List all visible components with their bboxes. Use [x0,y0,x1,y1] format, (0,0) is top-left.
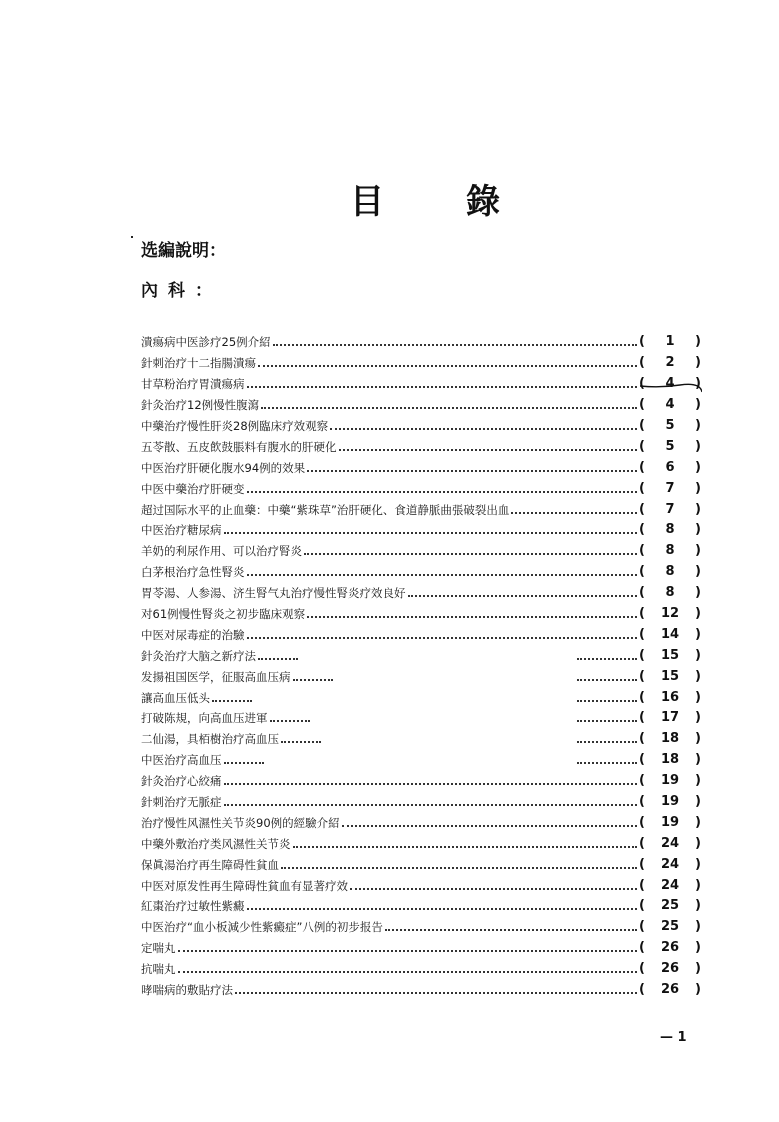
paren-close: ) [695,940,701,956]
page-ref-number: 26 [660,961,680,977]
paren-open: ( [639,668,645,684]
toc-entry-title: 胃苓湯、人参湯、济生腎气丸治疗慢性腎炎疗效良好 [141,586,406,601]
toc-entry-title: 針刺治疗无脈症 [141,795,222,810]
toc-entry[interactable] [141,729,701,750]
dot-leader [577,687,637,701]
dot-leader [281,854,637,868]
dot-leader [307,604,637,618]
toc-entry-page [639,732,701,746]
paren-close: ) [695,668,701,684]
toc-entry[interactable] [141,708,701,729]
dot-leader [247,562,638,576]
toc-entry-title: 发揚祖国医学，征服高血压病 [141,669,291,684]
paren-open: ( [639,334,645,350]
paren-close: ) [695,794,701,810]
toc-entry-title: 針灸治疗心絞痛 [141,774,222,789]
page-ref-number: 15 [660,647,680,663]
dot-leader [178,938,638,952]
paren-close: ) [695,961,701,977]
toc-entry-page [639,795,701,809]
page-ref-number: 14 [660,626,680,642]
toc-entry[interactable] [141,875,701,896]
toc-entry-page [639,607,701,621]
toc-entry-page [639,858,701,872]
page-ref-number: 25 [660,898,680,914]
toc-entry[interactable] [141,395,701,416]
paren-open: ( [639,585,645,601]
paren-open: ( [639,397,645,413]
paren-close: ) [695,898,701,914]
paren-open: ( [639,647,645,663]
dot-leader [304,541,637,555]
page-ref-number: 17 [660,710,680,726]
paren-open: ( [639,961,645,977]
dot-leader [247,478,638,492]
page-ref-number: 8 [665,543,675,559]
toc-entry-title: 甘草粉治疗胃潰瘍病 [141,377,245,392]
paren-open: ( [639,501,645,517]
page-ref-number: 8 [665,522,675,538]
paren-open: ( [639,835,645,851]
toc-entry[interactable] [141,687,701,708]
toc-entry[interactable] [141,666,701,687]
page-ref-number: 19 [660,814,680,830]
toc-entry[interactable] [141,792,701,813]
toc-entry-title: 中医对尿毒症的治驗 [141,627,245,642]
page-ref-number: 5 [665,418,675,433]
paren-close: ) [695,606,701,622]
page-ref-number: 6 [665,459,675,475]
dot-leader [330,416,637,430]
dot-leader [261,395,637,409]
toc-entry-title: 中医中藥治疗肝硬变 [141,481,245,496]
toc-entry[interactable] [141,520,701,541]
page-ref-number: 25 [660,919,680,935]
toc-entry[interactable] [141,374,701,395]
toc-entry-title: 中医治疗“血小板減少性紫癜症”八例的初步报告 [141,920,383,935]
page-ref-number: 4 [665,397,675,413]
paren-open: ( [639,982,645,998]
toc-entry-title: 超过国际水平的止血藥：中藥“紫珠草”治肝硬化、食道静脈曲張破裂出血 [141,502,510,517]
page-ref-number: 15 [660,668,680,684]
page-ref-number: 16 [660,689,680,705]
page-ref-number: 18 [660,752,680,768]
paren-close: ) [695,731,701,747]
toc-entry[interactable] [141,562,701,583]
dot-leader [273,332,637,346]
toc-entry-page [639,691,701,705]
toc-entry[interactable] [141,980,701,1001]
dot-leader [247,896,638,910]
toc-entry-page [639,503,701,517]
paren-open: ( [639,814,645,830]
paren-close: ) [695,877,701,893]
toc-entry-page [639,628,701,642]
page-ref-number: 26 [660,940,680,956]
paren-open: ( [639,626,645,642]
toc-entry[interactable] [141,436,701,457]
toc-entry[interactable] [141,812,701,833]
toc-entry-title: 打破陈規，向高血压进軍 [141,711,268,726]
paren-close: ) [695,355,701,371]
toc-entry-page [639,711,701,725]
toc-entry[interactable] [141,332,701,353]
toc-entry[interactable] [141,896,701,917]
page-ref-number: 18 [660,731,680,747]
toc-entry-page [639,816,701,830]
paren-close: ) [695,856,701,872]
toc-entry-title: 保眞湯治疗再生障碍性貧血 [141,857,279,872]
dot-leader [178,959,638,973]
paren-close: ) [695,982,701,998]
paren-close: ) [695,480,701,496]
paren-open: ( [639,564,645,580]
page-ref-number: 5 [665,438,675,454]
section-heading-editorial-note: 选編說明： [141,241,226,261]
dot-leader [577,708,637,722]
page-ref-number: 1 [665,334,675,350]
paren-close: ) [695,814,701,830]
toc-entry-title: 定喘丸 [141,941,176,956]
page-ref-number: 7 [665,480,675,496]
paren-open: ( [639,438,645,454]
toc-entry-page [639,461,701,475]
paren-open: ( [639,480,645,496]
dot-leader [258,645,298,659]
toc-entry-page [639,419,701,433]
toc-entry[interactable] [141,604,701,625]
paren-open: ( [639,752,645,768]
toc-entry-title: 針灸治疗大脑之新疗法 [141,648,256,663]
toc-entry[interactable] [141,457,701,478]
toc-entry-title: 二仙湯，具栢樹治疗高血压 [141,732,279,747]
toc-entry-title: 中医治疗糖尿病 [141,523,222,538]
toc-entry-page [639,398,701,412]
paren-close: ) [695,522,701,538]
toc-entry-page [639,586,701,600]
stray-ink-mark [131,236,133,238]
dot-leader [339,436,638,450]
dot-leader [224,750,264,764]
dot-leader [408,583,638,597]
toc-entry-title: 針刺治疗十二指腸潰瘍 [141,356,256,371]
paren-open: ( [639,355,645,371]
toc-entry[interactable] [141,854,701,875]
dot-leader [307,457,637,471]
paren-close: ) [695,543,701,559]
toc-entry-page [639,565,701,579]
page-ref-number: 24 [660,856,680,872]
page-ref-number: 19 [660,794,680,810]
paren-close: ) [695,647,701,663]
toc-entry[interactable] [141,541,701,562]
dot-leader [281,729,321,743]
paren-close: ) [695,585,701,601]
paren-close: ) [695,418,701,433]
paren-close: ) [695,710,701,726]
paren-open: ( [639,522,645,538]
paren-close: ) [695,752,701,768]
dot-leader [212,687,252,701]
page-ref-number: 2 [665,355,675,371]
toc-entry-page [639,356,701,370]
toc-entry[interactable] [141,478,701,499]
toc-entry-title: 抗喘丸 [141,962,176,977]
toc-entry-title: 对61例慢性腎炎之初步臨床观察 [141,607,306,622]
page-number: — 1 [660,1030,687,1045]
toc-entry[interactable] [141,750,701,771]
toc-entry-page [639,962,701,976]
toc-entry-title: 白茅根治疗急性腎炎 [141,565,245,580]
toc-entry[interactable] [141,499,701,520]
dot-leader [293,666,333,680]
dot-leader [247,374,638,388]
paren-close: ) [695,334,701,350]
toc-entry-page [639,837,701,851]
dot-leader [342,812,637,826]
paren-open: ( [639,794,645,810]
paren-close: ) [695,438,701,454]
toc-entry-page [639,753,701,767]
title-char-2: 錄 [466,182,500,222]
toc-entry-title: 針灸治疗12例慢性腹瀉 [141,398,260,413]
page-ref-number: 4 [665,376,675,392]
dot-leader [293,833,638,847]
page-ref-number: 19 [660,773,680,789]
paren-open: ( [639,689,645,705]
toc-entry[interactable] [141,833,701,854]
toc-entry-page [639,544,701,558]
paren-open: ( [639,418,645,433]
paren-open: ( [639,606,645,622]
toc-entry-title: 中藥外敷治疗类风濕性关节炎 [141,836,291,851]
paren-close: ) [695,773,701,789]
toc-entry-page [639,523,701,537]
toc-entry[interactable] [141,353,701,374]
paren-open: ( [639,919,645,935]
paren-close: ) [695,564,701,580]
page-ref-number: 24 [660,877,680,893]
toc-entry-page [639,879,701,893]
toc-entry-title: 五苓散、五皮飲鼓脹料有腹水的肝硬化 [141,439,337,454]
paren-close: ) [695,376,701,392]
dot-leader [385,917,637,931]
dot-leader [577,729,637,743]
paren-open: ( [639,459,645,475]
toc-entry[interactable] [141,416,701,437]
toc-entry[interactable] [141,624,701,645]
toc-entry-title: 中医对原发性再生障碍性貧血有显著疗效 [141,878,348,893]
toc-entry-title: 中藥治疗慢性肝炎28例臨床疗效观察 [141,419,329,433]
dot-leader [258,353,637,367]
toc-entry-page [639,377,701,391]
dot-leader [577,645,637,659]
toc-entry-title: 紅棗治疗过敏性紫癜 [141,899,245,914]
toc-entry-page [639,899,701,913]
page-ref-number: 24 [660,835,680,851]
toc-entry-page [639,482,701,496]
paren-close: ) [695,397,701,413]
paren-close: ) [695,835,701,851]
toc-entry[interactable] [141,938,701,959]
dot-leader [224,520,638,534]
toc-entry-title: 治疗慢性风濕性关节炎90例的經驗介紹 [141,815,340,830]
title-char-1: 目 [350,182,384,222]
page-ref-number: 8 [665,564,675,580]
section-heading-internal-medicine: 內科： [141,281,222,301]
toc-entry-title: 中医治疗高血压 [141,753,222,768]
page-title [350,182,500,222]
dot-leader [511,499,637,513]
page-ref-number: 12 [660,606,680,622]
paren-open: ( [639,710,645,726]
table-of-contents [141,332,701,1001]
toc-entry-page [639,649,701,663]
toc-entry-page [639,983,701,997]
dot-leader [577,750,637,764]
toc-entry-page [639,941,701,955]
dot-leader [224,792,638,806]
toc-entry[interactable] [141,771,701,792]
paren-open: ( [639,376,645,392]
toc-entry[interactable] [141,917,701,938]
paren-open: ( [639,940,645,956]
paren-open: ( [639,543,645,559]
toc-entry-page [639,670,701,684]
toc-entry-title: 讓高血压低头 [141,690,210,705]
page-ref-number: 8 [665,585,675,601]
dot-leader [224,771,638,785]
toc-entry-page [639,774,701,788]
dot-leader [247,624,638,638]
toc-entry-page [639,920,701,934]
toc-entry-page [639,440,701,454]
paren-open: ( [639,773,645,789]
toc-entry-title: 羊奶的利尿作用、可以治疗腎炎 [141,544,302,559]
paren-open: ( [639,898,645,914]
toc-entry-title: 潰瘍病中医診疗25例介紹 [141,335,271,350]
dot-leader [235,980,637,994]
paren-open: ( [639,731,645,747]
dot-leader [577,666,637,680]
paren-open: ( [639,877,645,893]
page-ref-number: 26 [660,982,680,998]
toc-entry-title: 哮喘病的敷貼疗法 [141,983,233,998]
paren-close: ) [695,626,701,642]
dot-leader [350,875,637,889]
page-ref-number: 7 [665,501,675,517]
toc-entry-page [639,335,701,349]
paren-close: ) [695,689,701,705]
paren-open: ( [639,856,645,872]
paren-close: ) [695,919,701,935]
toc-entry-title: 中医治疗肝硬化腹水94例的效果 [141,460,306,475]
dot-leader [270,708,310,722]
toc-entry[interactable] [141,645,701,666]
toc-entry[interactable] [141,959,701,980]
paren-close: ) [695,501,701,517]
toc-entry[interactable] [141,583,701,604]
paren-close: ) [695,459,701,475]
